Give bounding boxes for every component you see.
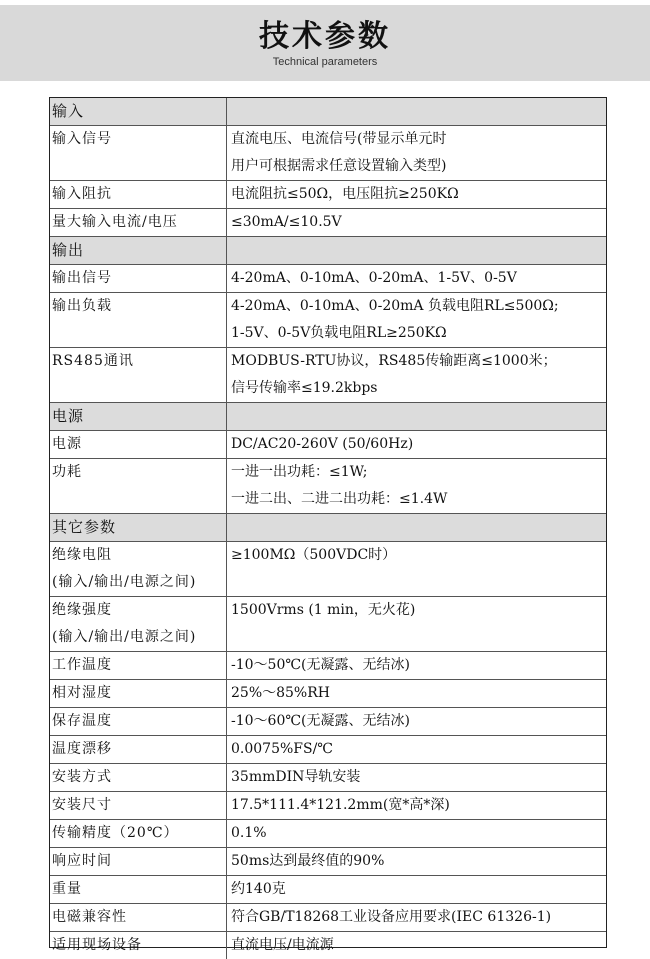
table-row [50,932,606,959]
param-value-line: 0.1% [231,825,267,841]
table-row [50,126,606,181]
param-value-cell [227,708,606,735]
param-value-cell [227,932,606,959]
param-name-line: 绝缘电阻 [52,547,112,563]
table-row [50,820,606,848]
param-name-line: 温度漂移 [52,741,112,757]
spec-table [49,97,607,953]
param-name-line: 功耗 [52,464,82,480]
section-value-cell [227,237,606,264]
param-name-line [52,320,226,347]
param-name-cell [50,876,227,903]
param-value-line: 用户可根据需求任意设置输入类型) [231,158,447,174]
param-value-line: DC/AC20-260V (50/60Hz) [231,436,414,452]
param-value-line: 符合GB/T18268工业设备应用要求(IEC 61326-1) [231,909,552,925]
param-value-cell [227,542,606,596]
param-value-cell [227,348,606,402]
param-name-line: 绝缘强度 [52,602,112,618]
param-value-cell [227,597,606,651]
param-name-cell [50,459,227,513]
param-name-cell [50,932,227,959]
param-name-line: 输出信号 [52,270,112,286]
param-name-cell [50,652,227,679]
param-value-cell [227,904,606,931]
param-name-cell [50,736,227,763]
param-name-line: 工作温度 [52,657,112,673]
param-value-cell [227,764,606,791]
param-value-line: 约140克 [231,881,286,897]
table-row [50,542,606,597]
section-title [50,237,227,264]
param-value-cell [227,126,606,180]
param-value-line [231,624,606,651]
param-name-cell [50,431,227,458]
param-value-cell [227,848,606,875]
param-name-line: 响应时间 [52,853,112,869]
param-name-line: 其它参数 [52,518,117,536]
param-name-cell [50,181,227,208]
param-name-line: 传输精度（20℃） [52,825,179,841]
param-value-line [231,403,606,430]
table-row [50,431,606,459]
param-name-line: 相对湿度 [52,685,112,701]
param-value-cell [227,181,606,208]
param-value-line: 4-20mA、0-10mA、0-20mA、1-5V、0-5V [231,270,517,286]
param-value-line [231,514,606,541]
param-value-cell [227,876,606,903]
param-value-line: 直流电压/电流源 [231,937,334,953]
param-value-line [231,569,606,596]
param-name-line: (输入/输出/电源之间) [52,574,197,590]
param-name-cell [50,848,227,875]
param-name-line: 重量 [52,881,82,897]
param-name-line: 输出负载 [52,298,112,314]
section-header-row [50,403,606,431]
page-header [0,5,650,81]
param-name-line [52,153,226,180]
page-subtitle: Technical parameters [272,56,378,68]
param-value-line: 一进二出、二进二出功耗：≤1.4W [231,491,448,507]
table-row [50,904,606,932]
table-row [50,459,606,514]
param-name-cell [50,265,227,292]
param-name-cell [50,792,227,819]
section-title [50,514,227,541]
param-value-line: -10～60℃(无凝露、无结冰) [231,713,410,729]
param-name-cell [50,764,227,791]
param-value-line: ≥100MΩ（500VDC时） [231,547,397,563]
param-value-line: MODBUS-RTU协议，RS485传输距离≤1000米； [231,353,557,369]
param-value-cell [227,293,606,347]
param-name-cell [50,209,227,236]
section-value-cell [227,514,606,541]
table-row [50,848,606,876]
param-name-line: RS485通讯 [52,353,134,369]
table-row [50,209,606,237]
param-value-cell [227,431,606,458]
param-value-cell [227,652,606,679]
param-name-line: 输入 [52,102,85,120]
table-row [50,597,606,652]
table-row [50,265,606,293]
param-value-line: 50ms达到最终值的90% [231,853,385,869]
table-row [50,652,606,680]
param-value-cell [227,209,606,236]
table-row [50,348,606,403]
param-name-line: 安装方式 [52,769,112,785]
param-value-line: 1-5V、0-5V负载电阻RL≥250KΩ [231,325,447,341]
param-name-line: 输入阻抗 [52,186,112,202]
section-header-row [50,98,606,126]
param-name-line: 电源 [52,407,85,425]
param-name-line: 输入信号 [52,131,112,147]
param-value-line: 1500Vrms (1 min，无火花) [231,602,416,618]
param-name-cell [50,126,227,180]
param-name-line: 适用现场设备 [52,937,142,953]
table-row [50,792,606,820]
section-header-row [50,237,606,265]
param-value-line: 4-20mA、0-10mA、0-20mA 负载电阻RL≤500Ω; [231,298,559,314]
param-value-cell [227,792,606,819]
param-name-line: (输入/输出/电源之间) [52,629,197,645]
param-value-line: 直流电压、电流信号(带显示单元时 [231,131,447,147]
param-value-line: 25%～85%RH [231,685,330,701]
section-value-cell [227,98,606,125]
param-value-line: 17.5*111.4*121.2mm(宽*高*深) [231,797,450,813]
param-value-line: -10～50℃(无凝露、无结冰) [231,657,410,673]
param-value-line: 35mmDIN导轨安装 [231,769,361,785]
param-value-line: 一进一出功耗：≤1W; [231,464,368,480]
table-row [50,876,606,904]
section-title [50,98,227,125]
param-name-cell [50,293,227,347]
param-name-line: 安装尺寸 [52,797,112,813]
param-value-line: 0.0075%FS/℃ [231,741,333,757]
table-row [50,680,606,708]
param-name-line: 输出 [52,241,85,259]
table-row [50,293,606,348]
section-header-row [50,514,606,542]
param-name-cell [50,708,227,735]
table-row [50,708,606,736]
param-name-cell [50,820,227,847]
table-row [50,764,606,792]
param-name-line: 电源 [52,436,82,452]
param-name-cell [50,904,227,931]
section-value-cell [227,403,606,430]
table-row [50,736,606,764]
param-value-cell [227,680,606,707]
param-name-line [52,486,226,513]
param-value-line [231,237,606,264]
param-name-cell [50,680,227,707]
table-row [50,181,606,209]
param-value-line: 电流阻抗≤50Ω，电压阻抗≥250KΩ [231,186,459,202]
param-name-line: 电磁兼容性 [52,909,127,925]
param-value-line: ≤30mA/≤10.5V [231,214,342,230]
param-value-cell [227,265,606,292]
param-value-cell [227,736,606,763]
param-name-line [52,375,226,402]
param-name-cell [50,348,227,402]
page-title: 技术参数 [259,19,391,54]
section-title [50,403,227,430]
param-value-cell [227,820,606,847]
param-value-line [231,98,606,125]
param-value-line: 信号传输率≤19.2kbps [231,380,378,396]
param-name-line: 保存温度 [52,713,112,729]
param-value-cell [227,459,606,513]
param-name-line: 量大输入电流/电压 [52,214,178,230]
param-name-cell [50,542,227,596]
param-name-cell [50,597,227,651]
